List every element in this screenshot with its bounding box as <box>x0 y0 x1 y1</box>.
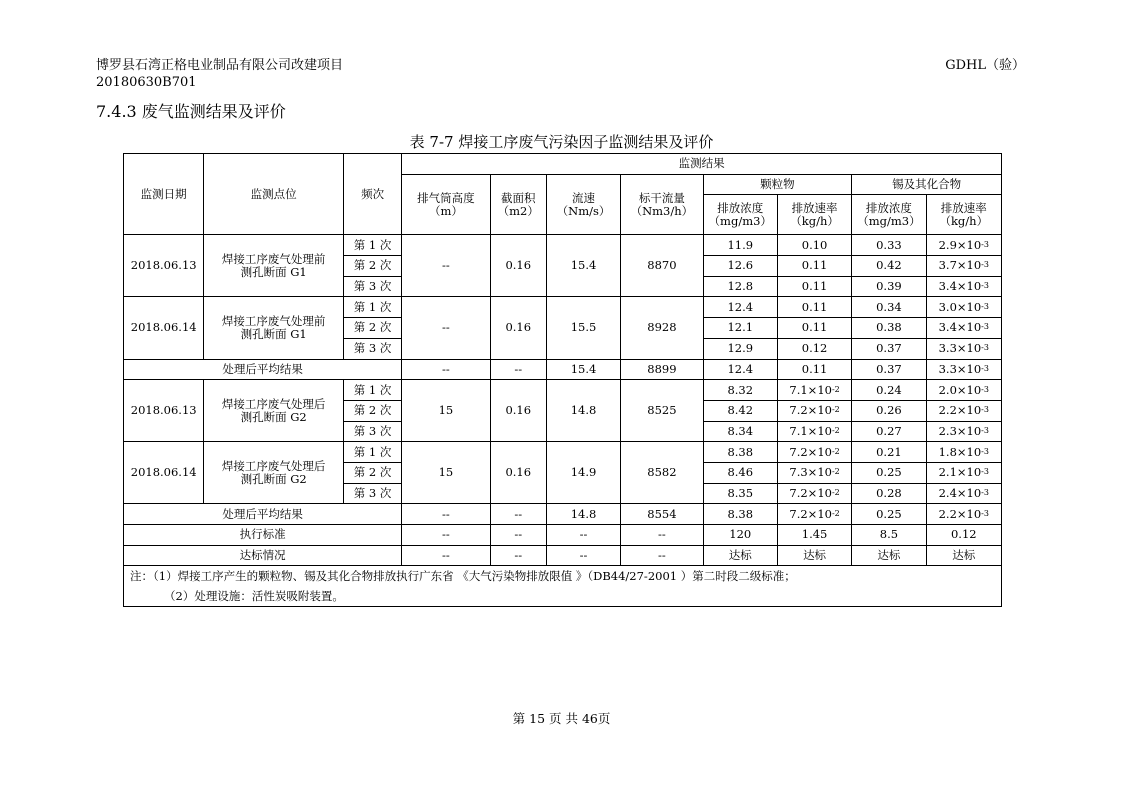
freq-cell: 第 1 次 <box>343 297 401 318</box>
date-cell: 2018.06.14 <box>124 297 204 359</box>
freq-cell: 第 1 次 <box>343 380 401 401</box>
average-label: 处理后平均结果 <box>124 504 402 525</box>
header-pm: 颗粒物 <box>703 174 852 195</box>
date-cell: 2018.06.14 <box>124 442 204 504</box>
header-std-flow: 标干流量 （Nm3/h） <box>621 174 703 235</box>
point-cell: 焊接工序废气处理后 测孔断面 G2 <box>204 380 344 442</box>
std-flow-cell: 8582 <box>621 442 703 504</box>
tin-rate-cell: $2.3\times 10^{-3}$ <box>926 421 1001 442</box>
pm-conc-cell: 12.1 <box>703 318 777 339</box>
header-area: 截面积 （m2） <box>490 174 546 235</box>
freq-cell: 第 3 次 <box>343 276 401 297</box>
header-pm-conc: 排放浓度 （mg/m3） <box>703 195 777 235</box>
tin-conc-cell: 0.25 <box>852 462 926 483</box>
pm-conc-cell: 8.38 <box>703 504 777 525</box>
header-tin: 锡及其化合物 <box>852 174 1002 195</box>
tin-conc-cell: 0.39 <box>852 276 926 297</box>
table-notes <box>124 566 1002 607</box>
document-header <box>96 57 343 91</box>
pm-conc-cell: 11.9 <box>703 235 777 256</box>
header-date: 监测日期 <box>124 154 204 235</box>
point-cell: 焊接工序废气处理前 测孔断面 G1 <box>204 235 344 297</box>
compliance-label: 达标情况 <box>124 545 402 566</box>
std-flow-cell: 8870 <box>621 235 703 297</box>
area-cell: -- <box>490 545 546 566</box>
doc-code: GDHL（验） <box>945 58 1025 73</box>
tin-conc-cell: 0.27 <box>852 421 926 442</box>
area-cell: -- <box>490 525 546 546</box>
standard-row <box>124 525 1002 546</box>
pm-rate-cell: $7.2\times 10^{-2}$ <box>777 400 851 421</box>
tin-rate-cell: $2.1\times 10^{-3}$ <box>926 462 1001 483</box>
pm-conc-cell: 8.46 <box>703 462 777 483</box>
tin-conc-cell: 达标 <box>852 545 926 566</box>
pm-rate-cell: $7.1\times 10^{-2}$ <box>777 380 851 401</box>
header-point: 监测点位 <box>204 154 344 235</box>
stack-cell: 15 <box>402 442 490 504</box>
pm-rate-cell: 0.12 <box>777 338 851 359</box>
average-row <box>124 359 1002 380</box>
flow-cell: -- <box>546 525 620 546</box>
flow-cell: 14.9 <box>546 442 620 504</box>
tin-rate-cell: $2.2\times 10^{-3}$ <box>926 504 1001 525</box>
area-cell: 0.16 <box>490 235 546 297</box>
page-footer: 第 15 页 共 46页 <box>512 711 611 726</box>
tin-rate-cell: $3.3\times 10^{-3}$ <box>926 338 1001 359</box>
table-row <box>124 442 1002 463</box>
tin-conc-cell: 0.34 <box>852 297 926 318</box>
flow-cell: 14.8 <box>546 504 620 525</box>
tin-rate-cell: 0.12 <box>926 525 1001 546</box>
notes-row <box>124 566 1002 607</box>
flow-cell: -- <box>546 545 620 566</box>
note-1: 注：（1）焊接工序产生的颗粒物、锡及其化合物排放执行广东省 《大气污染物排放限值 》（DB44/27-2001 ）第二时段二级标准； <box>130 569 796 584</box>
area-cell: -- <box>490 359 546 380</box>
tin-rate-cell: $2.4\times 10^{-3}$ <box>926 483 1001 504</box>
area-cell: -- <box>490 504 546 525</box>
tin-conc-cell: 0.37 <box>852 359 926 380</box>
tin-conc-cell: 0.42 <box>852 256 926 277</box>
std-flow-cell: 8899 <box>621 359 703 380</box>
tin-conc-cell: 0.37 <box>852 338 926 359</box>
report-number: 20180630B701 <box>96 75 197 90</box>
header-flow: 流速 （Nm/s） <box>546 174 620 235</box>
freq-cell: 第 2 次 <box>343 400 401 421</box>
table-row <box>124 235 1002 256</box>
pm-rate-cell: $7.2\times 10^{-2}$ <box>777 483 851 504</box>
pm-rate-cell: $7.1\times 10^{-2}$ <box>777 421 851 442</box>
point-cell: 焊接工序废气处理后 测孔断面 G2 <box>204 442 344 504</box>
pm-conc-cell: 8.42 <box>703 400 777 421</box>
freq-cell: 第 3 次 <box>343 338 401 359</box>
pm-conc-cell: 12.4 <box>703 359 777 380</box>
freq-cell: 第 2 次 <box>343 462 401 483</box>
header-tin-rate: 排放速率 （kg/h） <box>926 195 1001 235</box>
freq-cell: 第 1 次 <box>343 442 401 463</box>
tin-conc-cell: 0.26 <box>852 400 926 421</box>
section-title: 7.4.3 废气监测结果及评价 <box>96 102 286 121</box>
header-freq: 频次 <box>343 154 401 235</box>
stack-cell: -- <box>402 359 490 380</box>
point-cell: 焊接工序废气处理前 测孔断面 G1 <box>204 297 344 359</box>
date-cell: 2018.06.13 <box>124 380 204 442</box>
area-cell: 0.16 <box>490 297 546 359</box>
std-flow-cell: 8525 <box>621 380 703 442</box>
header-row-1 <box>124 154 1002 175</box>
tin-rate-cell: $3.3\times 10^{-3}$ <box>926 359 1001 380</box>
pm-conc-cell: 8.34 <box>703 421 777 442</box>
pm-conc-cell: 8.35 <box>703 483 777 504</box>
stack-cell: -- <box>402 545 490 566</box>
freq-cell: 第 3 次 <box>343 483 401 504</box>
freq-cell: 第 2 次 <box>343 318 401 339</box>
pm-rate-cell: $7.2\times 10^{-2}$ <box>777 504 851 525</box>
flow-cell: 15.5 <box>546 297 620 359</box>
pm-rate-cell: 0.11 <box>777 359 851 380</box>
header-stack: 排气筒高度 （m） <box>402 174 490 235</box>
freq-cell: 第 2 次 <box>343 256 401 277</box>
tin-rate-cell: $2.9\times 10^{-3}$ <box>926 235 1001 256</box>
pm-rate-cell: $7.3\times 10^{-2}$ <box>777 462 851 483</box>
stack-cell: -- <box>402 525 490 546</box>
std-flow-cell: -- <box>621 525 703 546</box>
stack-cell: -- <box>402 504 490 525</box>
tin-rate-cell: $3.4\times 10^{-3}$ <box>926 318 1001 339</box>
flow-cell: 15.4 <box>546 359 620 380</box>
pm-conc-cell: 达标 <box>703 545 777 566</box>
stack-cell: -- <box>402 235 490 297</box>
area-cell: 0.16 <box>490 442 546 504</box>
average-label: 处理后平均结果 <box>124 359 402 380</box>
area-cell: 0.16 <box>490 380 546 442</box>
tin-rate-cell: 达标 <box>926 545 1001 566</box>
freq-cell: 第 1 次 <box>343 235 401 256</box>
project-name: 博罗县石湾正格电业制品有限公司改建项目 <box>96 58 344 73</box>
pm-rate-cell: 0.11 <box>777 276 851 297</box>
freq-cell: 第 3 次 <box>343 421 401 442</box>
tin-conc-cell: 0.38 <box>852 318 926 339</box>
monitoring-table <box>123 153 1002 607</box>
std-flow-cell: 8928 <box>621 297 703 359</box>
pm-conc-cell: 12.6 <box>703 256 777 277</box>
flow-cell: 15.4 <box>546 235 620 297</box>
pm-rate-cell: 1.45 <box>777 525 851 546</box>
tin-rate-cell: $3.4\times 10^{-3}$ <box>926 276 1001 297</box>
tin-rate-cell: $2.0\times 10^{-3}$ <box>926 380 1001 401</box>
stack-cell: 15 <box>402 380 490 442</box>
header-tin-conc: 排放浓度 （mg/m3） <box>852 195 926 235</box>
flow-cell: 14.8 <box>546 380 620 442</box>
pm-rate-cell: $7.2\times 10^{-2}$ <box>777 442 851 463</box>
tin-rate-cell: $1.8\times 10^{-3}$ <box>926 442 1001 463</box>
pm-rate-cell: 达标 <box>777 545 851 566</box>
pm-conc-cell: 120 <box>703 525 777 546</box>
compliance-row <box>124 545 1002 566</box>
table-row <box>124 380 1002 401</box>
std-flow-cell: -- <box>621 545 703 566</box>
tin-conc-cell: 0.33 <box>852 235 926 256</box>
standard-label: 执行标准 <box>124 525 402 546</box>
date-cell: 2018.06.13 <box>124 235 204 297</box>
tin-rate-cell: $3.0\times 10^{-3}$ <box>926 297 1001 318</box>
tin-conc-cell: 8.5 <box>852 525 926 546</box>
tin-conc-cell: 0.28 <box>852 483 926 504</box>
pm-conc-cell: 12.8 <box>703 276 777 297</box>
tin-rate-cell: $3.7\times 10^{-3}$ <box>926 256 1001 277</box>
tin-conc-cell: 0.25 <box>852 504 926 525</box>
table-row <box>124 297 1002 318</box>
average-row <box>124 504 1002 525</box>
pm-rate-cell: 0.10 <box>777 235 851 256</box>
note-2: （2）处理设施：活性炭吸附装置。 <box>164 589 344 604</box>
stack-cell: -- <box>402 297 490 359</box>
header-results: 监测结果 <box>402 154 1002 175</box>
pm-conc-cell: 12.4 <box>703 297 777 318</box>
pm-rate-cell: 0.11 <box>777 256 851 277</box>
header-pm-rate: 排放速率 （kg/h） <box>777 195 851 235</box>
tin-conc-cell: 0.21 <box>852 442 926 463</box>
pm-conc-cell: 8.38 <box>703 442 777 463</box>
pm-conc-cell: 12.9 <box>703 338 777 359</box>
tin-conc-cell: 0.24 <box>852 380 926 401</box>
std-flow-cell: 8554 <box>621 504 703 525</box>
pm-rate-cell: 0.11 <box>777 318 851 339</box>
table-caption: 表 7-7 焊接工序废气污染因子监测结果及评价 <box>409 133 714 151</box>
tin-rate-cell: $2.2\times 10^{-3}$ <box>926 400 1001 421</box>
pm-conc-cell: 8.32 <box>703 380 777 401</box>
pm-rate-cell: 0.11 <box>777 297 851 318</box>
